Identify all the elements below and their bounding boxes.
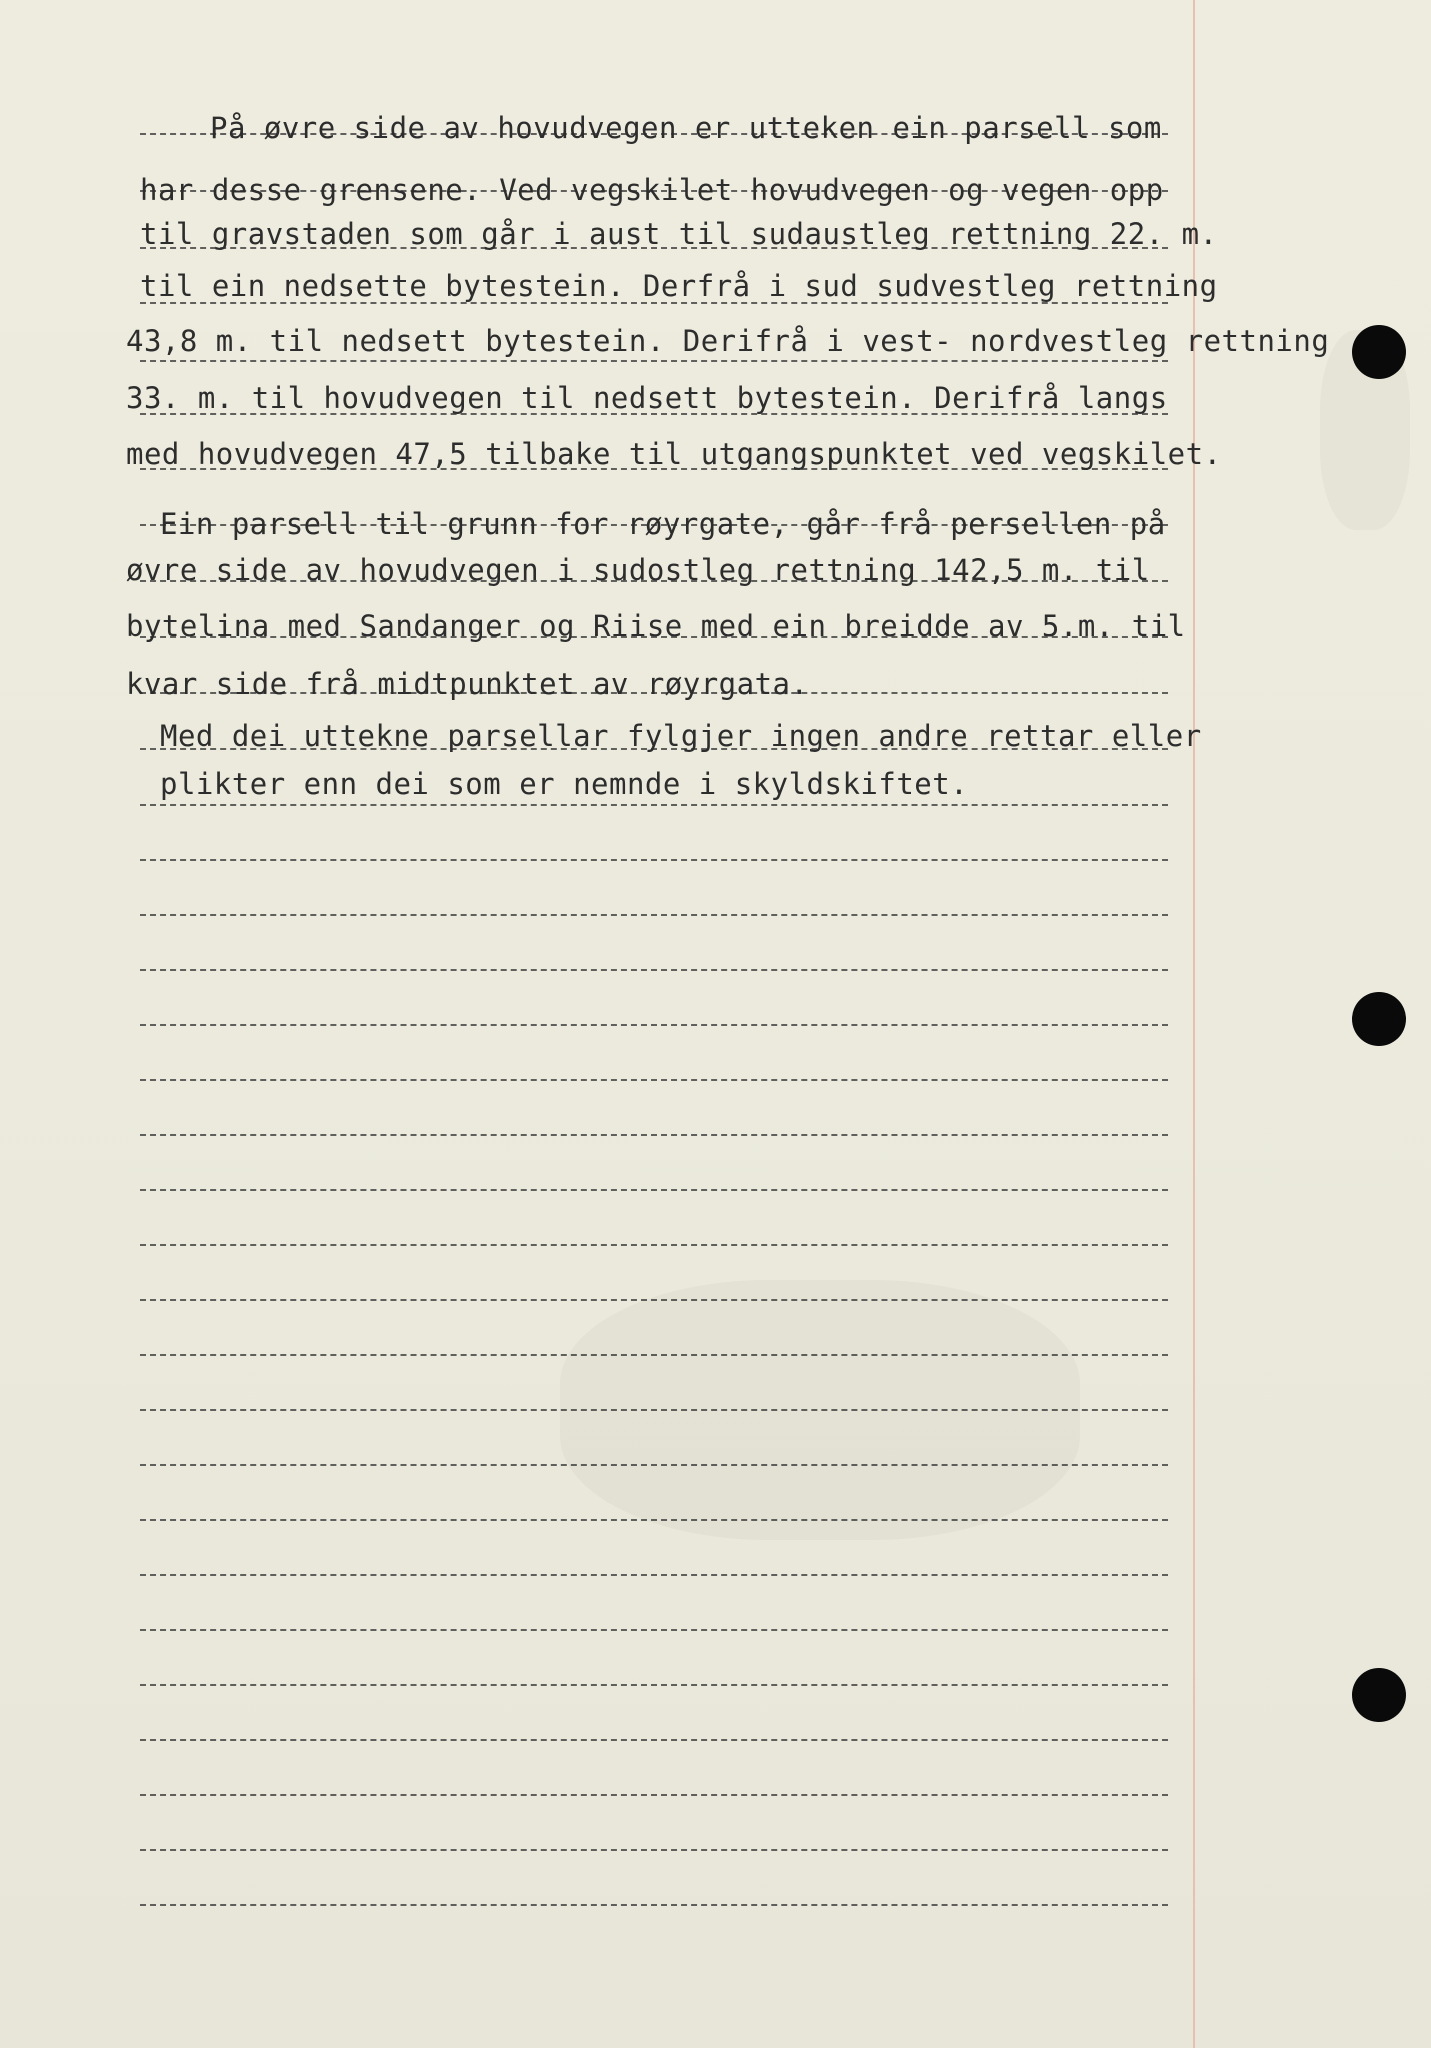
ruled-line [140,1519,1168,1521]
text-line: Ein parsell til grunn for røyrgate, går frå persellen på [160,507,1166,541]
ruled-line [140,1134,1168,1136]
ruled-line [140,1684,1168,1686]
text-line: bytelina med Sandanger og Riise med ein breidde av 5.m. til [126,609,1186,643]
text-line: 43,8 m. til nedsett bytestein. Derifrå i vest- nordvestleg rettning [126,324,1330,358]
ruled-line [140,1629,1168,1631]
margin-rule [1193,0,1195,2048]
ruled-line [140,1849,1168,1851]
text-line: øvre side av hovudvegen i sudostleg rettning 142,5 m. til [126,553,1150,587]
ruled-line [140,914,1168,916]
punch-hole-icon [1352,325,1406,379]
text-line: 33. m. til hovudvegen til nedsett bytestein. Derifrå langs [126,381,1168,415]
ruled-line [140,1409,1168,1411]
ruled-line [140,1794,1168,1796]
ruled-line [140,1299,1168,1301]
ruled-line [140,1904,1168,1906]
ruled-line [140,1079,1168,1081]
ruled-line [140,1189,1168,1191]
ruled-line [140,360,1168,362]
ruled-line [140,1024,1168,1026]
text-line: kvar side frå midtpunktet av røyrgata. [126,667,809,701]
ruled-line [140,1354,1168,1356]
text-line: med hovudvegen 47,5 tilbake til utgangspunktet ved vegskilet. [126,437,1222,471]
ruled-line [140,1244,1168,1246]
punch-hole-icon [1352,992,1406,1046]
text-line: til ein nedsette bytestein. Derfrå i sud sudvestleg rettning [140,269,1218,303]
ruled-line [140,1739,1168,1741]
text-line: har desse grensene. Ved vegskilet hovudvegen og vegen opp [140,173,1164,207]
ruled-line [140,969,1168,971]
punch-hole-icon [1352,1668,1406,1722]
ruled-line [140,1574,1168,1576]
text-line: På øvre side av hovudvegen er utteken ein parsell som [210,111,1162,145]
ruled-line [140,1464,1168,1466]
ruled-line [140,859,1168,861]
ruled-line [140,804,1168,806]
text-line: Med dei uttekne parsellar fylgjer ingen andre rettar eller [160,719,1202,753]
text-line: plikter enn dei som er nemnde i skyldskiftet. [160,767,969,801]
text-line: til gravstaden som går i aust til sudaustleg rettning 22. m. [140,217,1218,251]
